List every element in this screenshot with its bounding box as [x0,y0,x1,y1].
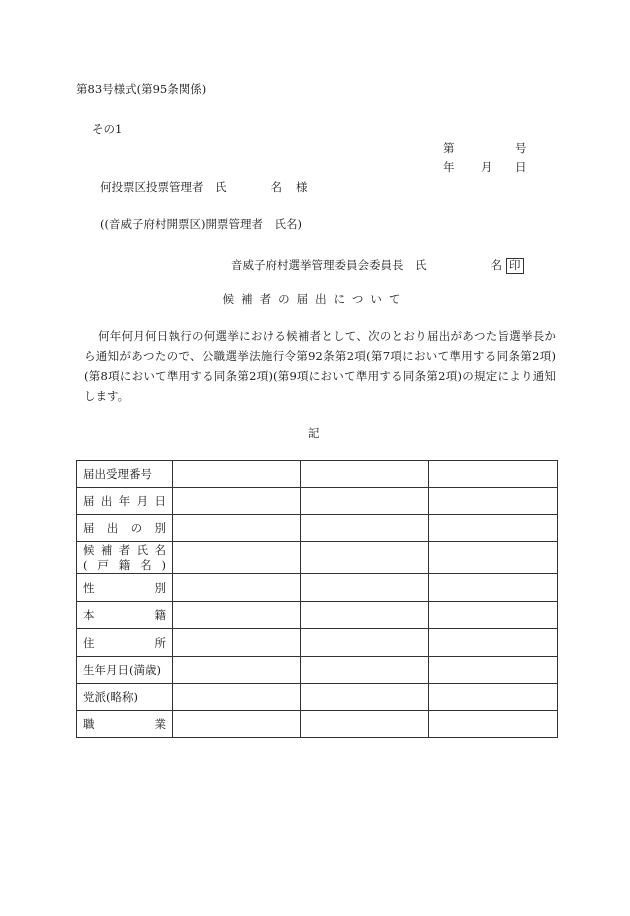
row-label-text: 候 補 者 氏 名 [83,542,166,557]
sub-number: その1 [92,122,123,136]
row-label-text: 届 出 年 月 日 [83,494,166,508]
addressee-sama: 様 [296,180,308,194]
doc-number-dai: 第 [443,141,455,155]
sender-line [231,258,524,274]
table-cell [173,657,301,684]
sender-title: 音威子府村選挙管理委員会委員長 [231,258,404,272]
table-cell [429,711,558,738]
doc-number-go: 号 [515,141,527,155]
table-cell [429,684,558,711]
table-cell [429,657,558,684]
row-label [77,542,173,574]
table-row [77,602,558,629]
row-label-text: 性 別 [83,580,166,595]
form-number: 第83号様式(第95条関係) [76,82,207,96]
row-label-text: 職 業 [83,717,166,731]
table-cell [429,629,558,657]
table-cell [429,574,558,602]
table-row [77,684,558,711]
ki-heading: 記 [308,426,320,440]
table-cell [301,629,429,657]
table-cell [301,515,429,542]
table-cell [429,461,558,488]
table-cell [301,574,429,602]
row-label-text: 届 出 の 別 [83,521,166,535]
addressee-shi: 氏 [215,180,227,194]
table-row [77,657,558,684]
row-label-text: 届出受理番号 [83,467,152,481]
table-row [77,461,558,488]
table-row [77,711,558,738]
table-row [77,629,558,657]
table-row [77,515,558,542]
sender-shi: 氏 [415,258,427,272]
row-label [77,629,173,657]
table-cell [173,461,301,488]
row-label [77,515,173,542]
table-cell [173,542,301,574]
table-cell [173,629,301,657]
row-label [77,711,173,738]
addressee-mei: 名 [270,180,282,194]
table-cell [301,488,429,515]
table-cell [173,574,301,602]
table-row [77,488,558,515]
table-cell [429,602,558,629]
table-row [77,542,558,574]
table-cell [429,542,558,574]
table-cell [429,488,558,515]
seal-mark: 印 [506,258,524,274]
row-label [77,684,173,711]
row-label [77,602,173,629]
row-label [77,461,173,488]
row-label-text: 住 所 [83,635,166,650]
alt-addressee-line: ((音威子府村開票区)開票管理者 氏名) [100,217,302,231]
row-label [77,488,173,515]
body-paragraph: 何年何月何日執行の何選挙における候補者として、次のとおり届出があつた旨選挙長から通知があつたので、公職選挙法施行令第92条第2項(第7項において準用する同条第2項)(第8項において準用する同条第2項)(第9項において準用する同条第2項)の規定により通知します。 [84,329,556,403]
row-label-text: 党派(略称) [83,690,138,704]
row-label [77,574,173,602]
table-cell [173,515,301,542]
table-cell [429,515,558,542]
table-cell [301,542,429,574]
record-table [76,460,558,738]
row-label [77,657,173,684]
date-year: 年 [443,160,455,174]
row-label-text: 本 籍 [83,608,166,622]
table-cell [301,461,429,488]
table-cell [301,657,429,684]
table-row [77,574,558,602]
table-cell [301,602,429,629]
row-label-text: 生年月日(満歳) [83,663,161,677]
table-cell [173,602,301,629]
addressee-title: 何投票区投票管理者 [100,180,204,194]
date-day: 日 [515,160,527,174]
addressee-line [100,182,308,194]
table-cell [173,684,301,711]
document-title: 候補者の届出について [222,292,408,306]
table-cell [173,711,301,738]
table-cell [301,711,429,738]
row-label-text: ( 戸 籍 名 ) [83,557,166,572]
date-month: 月 [481,160,493,174]
table-cell [173,488,301,515]
sender-mei: 名 [490,258,502,272]
table-cell [301,684,429,711]
